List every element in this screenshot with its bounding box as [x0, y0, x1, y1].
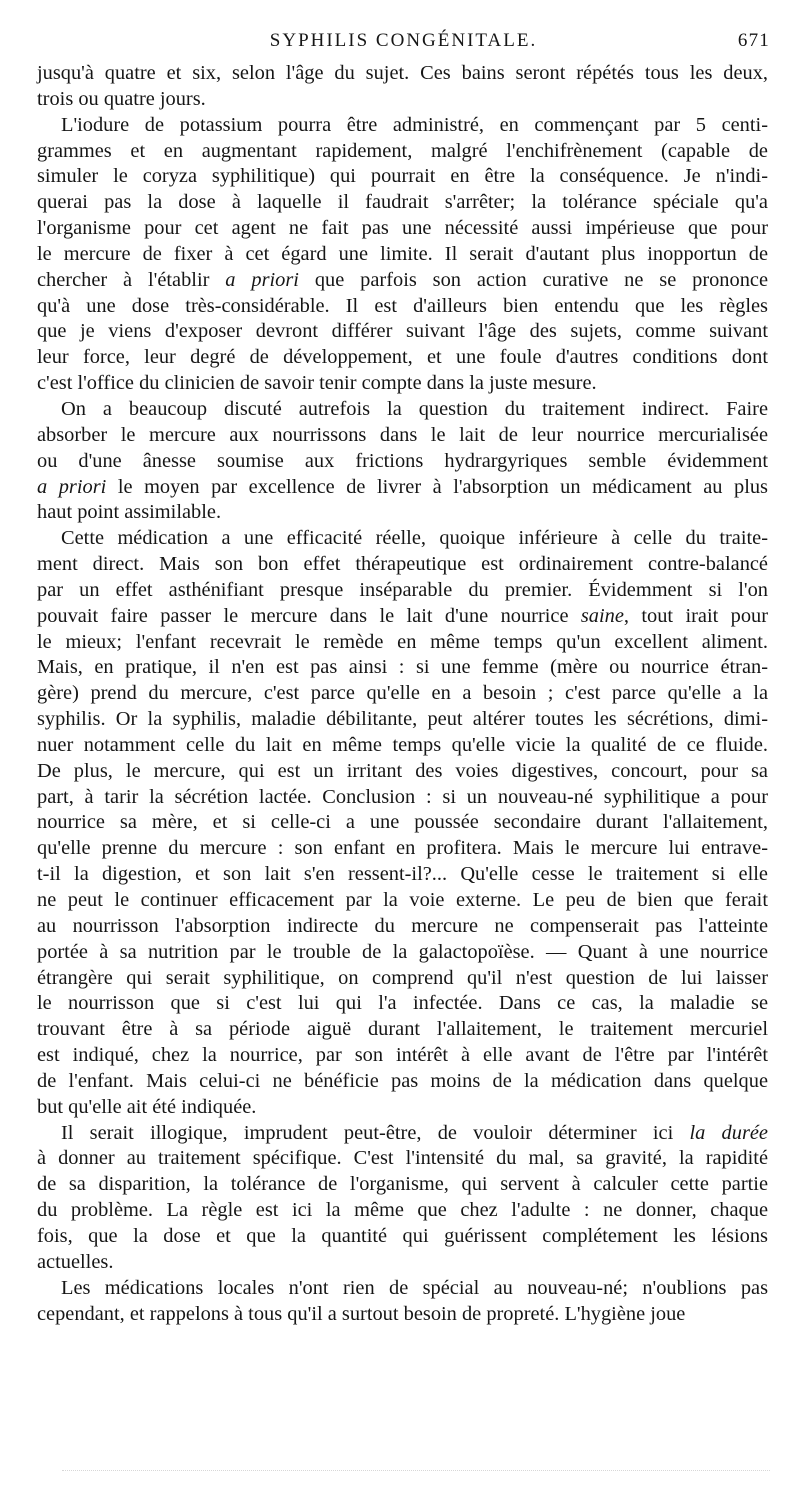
text-line: Il serait illogique, imprudent peut-être, de vouloir déterminer ici la durée	[61, 1121, 768, 1144]
body-text	[37, 61, 768, 1327]
text-line: le mercure de fixer à cet égard une limite. Il serait d'autant plus inopportun de	[37, 242, 768, 265]
text-line: actuelles.	[37, 1250, 114, 1273]
paragraph-p1	[37, 61, 768, 113]
text-line: nuer notamment celle du lait en même temps qu'elle vicie la qualité de ce fluide.	[37, 733, 768, 756]
text-line: nourrice sa mère, et si celle-ci a une poussée secondaire durant l'allaitement,	[37, 811, 768, 834]
running-title: SYPHILIS CONGÉNITALE.	[269, 30, 538, 51]
text-line: simuler le coryza syphilitique) qui pourrait en être la conséquence. Je n'indi-	[37, 165, 768, 188]
text-line: du problème. La règle est ici la même que chez l'adulte : ne donner, chaque	[37, 1199, 768, 1222]
text-line: à donner au traitement spécifique. C'est l'intensité du mal, sa gravité, la rapidité	[37, 1147, 768, 1170]
paragraph-p5	[37, 1121, 768, 1276]
text-line: part, à tarir la sécrétion lactée. Conclusion : si un nouveau-né syphilitique a pour	[37, 785, 768, 808]
paragraph-p2	[37, 113, 768, 397]
text-line: pouvait faire passer le mercure dans le lait d'une nourrice saine, tout irait pour	[37, 604, 769, 627]
text-line: cependant, et rappelons à tous qu'il a surtout besoin de propreté. L'hygiène joue	[37, 1302, 686, 1325]
text-line: étrangère qui serait syphilitique, on comprend qu'il n'est question de lui laisser	[37, 966, 768, 989]
paragraph-p3	[37, 397, 768, 526]
italic-phrase: a priori	[37, 475, 107, 498]
text-line: a priori le moyen par excellence de livrer à l'absorption un médicament au plus	[37, 475, 768, 498]
text-line: jusqu'à quatre et six, selon l'âge du sujet. Ces bains seront répétés tous les deux,	[37, 62, 768, 84]
text-line: chercher à l'établir a priori que parfois son action curative ne se prononce	[37, 268, 768, 291]
paragraph-p4	[37, 526, 768, 1120]
text-line: le nourrisson que si c'est lui qui l'a infectée. Dans ce cas, la maladie se	[37, 992, 768, 1015]
text-line: but qu'elle ait été indiquée.	[37, 1095, 257, 1118]
text-line: L'iodure de potassium pourra être administré, en commençant par 5 centi-	[61, 113, 768, 136]
paragraph-p6	[37, 1276, 768, 1328]
italic-phrase: a priori	[225, 268, 299, 291]
text-line: de l'enfant. Mais celui-ci ne bénéficie pas moins de la médication dans quelque	[37, 1069, 768, 1092]
text-line: leur force, leur degré de développement, et une foule d'autres conditions dont	[37, 346, 768, 369]
text-line: ou d'une ânesse soumise aux frictions hydrargyriques semble évidemment	[37, 449, 768, 472]
text-line: absorber le mercure aux nourrissons dans le lait de leur nourrice mercurialisée	[37, 423, 768, 446]
text-line: haut point assimilable.	[37, 501, 222, 524]
text-line: ne peut le continuer efficacement par la voie externe. Le peu de bien que ferait	[37, 889, 768, 911]
bottom-scan-artifact	[62, 1470, 770, 1474]
text-line: Les médications locales n'ont rien de spécial au nouveau-né; n'oublions pas	[61, 1276, 768, 1299]
text-line: ment direct. Mais son bon effet thérapeutique est ordinairement contre-balancé	[37, 553, 768, 576]
text-line: syphilis. Or la syphilis, maladie débilitante, peut altérer toutes les sécrétions, dimi-	[37, 708, 768, 731]
text-line: Cette médication a une efficacité réelle, quoique inférieure à celle du traite-	[61, 527, 768, 550]
text-line: de sa disparition, la tolérance de l'organisme, qui servent à calculer cette partie	[37, 1173, 768, 1196]
text-line: t-il la digestion, et son lait s'en ressent-il?... Qu'elle cesse le traitement si elle	[37, 863, 768, 886]
text-line: grammes et en augmentant rapidement, malgré l'enchifrènement (capable de	[37, 139, 768, 162]
page-number: 671	[737, 30, 770, 51]
text-line: portée à sa nutrition par le trouble de la galactopoïèse. — Quant à une nourrice	[37, 940, 768, 963]
text-line: au nourrisson l'absorption indirecte du mercure ne compenserait pas l'atteinte	[37, 914, 768, 937]
text-line: c'est l'office du clinicien de savoir tenir compte dans la juste mesure.	[37, 372, 597, 395]
text-line: le mieux; l'enfant recevrait le remède en même temps qu'un excellent aliment.	[37, 630, 768, 653]
text-line: De plus, le mercure, qui est un irritant des voies digestives, concourt, pour sa	[37, 759, 768, 782]
text-line: fois, que la dose et que la quantité qui guérissent complétement les lésions	[37, 1224, 768, 1247]
italic-phrase: saine	[580, 604, 624, 627]
text-line: l'organisme pour cet agent ne fait pas une nécessité aussi impérieuse que pour	[37, 217, 768, 240]
text-line: est indiqué, chez la nourrice, par son intérêt à elle avant de l'être par l'intérêt	[37, 1044, 768, 1067]
text-line: trouvant être à sa période aiguë durant l'allaitement, le traitement mercuriel	[37, 1018, 768, 1041]
running-head	[37, 30, 770, 56]
text-line: que je viens d'exposer devront différer suivant l'âge des sujets, comme suivant	[37, 320, 768, 343]
text-line: par un effet asthénifiant presque inséparable du premier. Évidemment si l'on	[37, 578, 768, 601]
text-line: querai pas la dose à laquelle il faudrait s'arrêter; la tolérance spéciale qu'a	[37, 191, 768, 214]
text-line: Mais, en pratique, il n'en est pas ainsi : si une femme (mère ou nourrice étran-	[37, 656, 768, 679]
text-line: gère) prend du mercure, c'est parce qu'elle en a besoin ; c'est parce qu'elle a la	[37, 682, 768, 705]
italic-phrase: la durée	[689, 1121, 768, 1144]
text-line: qu'à une dose très-considérable. Il est d'ailleurs bien entendu que les règles	[37, 294, 768, 317]
text-line: qu'elle prenne du mercure : son enfant en profitera. Mais le mercure lui entrave-	[37, 837, 768, 860]
text-line: trois ou quatre jours.	[37, 87, 206, 110]
text-line: On a beaucoup discuté autrefois la question du traitement indirect. Faire	[61, 397, 768, 420]
